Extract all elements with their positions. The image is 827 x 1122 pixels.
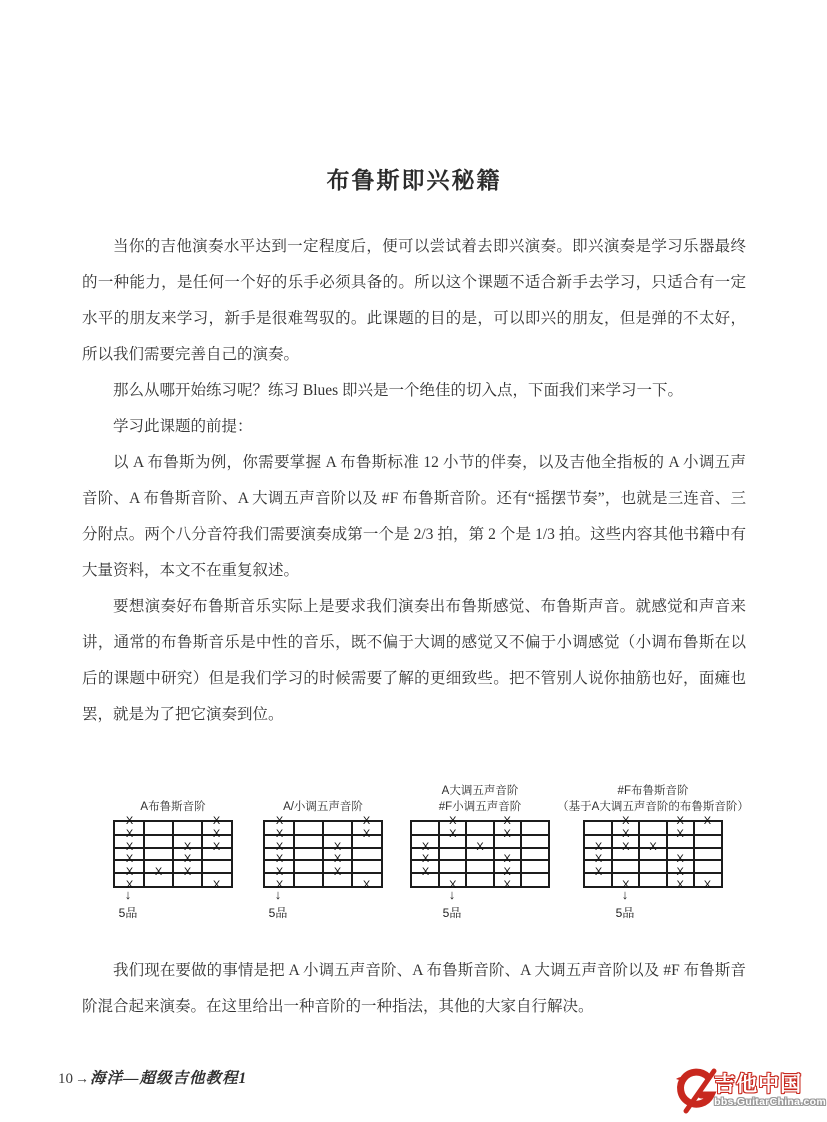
note-mark: X bbox=[275, 840, 284, 853]
note-mark: X bbox=[212, 840, 221, 853]
diagram-title-block bbox=[439, 777, 521, 815]
note-mark: X bbox=[362, 827, 371, 840]
note-mark: X bbox=[212, 879, 221, 892]
note-mark: X bbox=[594, 840, 603, 853]
note-mark: X bbox=[622, 815, 630, 828]
paragraph-intro: 当你的吉他演奏水平达到一定程度后，便可以尝试着去即兴演奏。即兴演奏是学习乐器最终的一种能力，是任何一个好的乐手必须具备的。所以这个课题不适合新手去学习，只适合有一定水平的朋友来学习，新手是很难驾驭的。此课题的目的是，可以即兴的朋友，但是弹的不太好，所以我们需要完善自己的演奏。 bbox=[82, 238, 746, 363]
paragraph-blues-entry: 那么从哪开始练习呢？练习 Blues 即兴是一个绝佳的切入点，下面我们来学习一下。 bbox=[113, 382, 684, 399]
note-mark: X bbox=[275, 815, 284, 828]
diagram-footer bbox=[263, 888, 383, 930]
note-mark: X bbox=[476, 840, 484, 853]
page-title: 布鲁斯即兴秘籍 bbox=[326, 167, 502, 193]
note-mark: X bbox=[275, 853, 284, 866]
note-mark: X bbox=[125, 840, 134, 853]
note-mark: X bbox=[622, 840, 630, 853]
note-mark: X bbox=[183, 853, 192, 866]
note-mark: X bbox=[362, 815, 371, 828]
note-mark: X bbox=[676, 853, 684, 866]
note-mark: X bbox=[154, 866, 163, 879]
position-arrow-icon: ↓ bbox=[124, 887, 132, 902]
diagram-title: #F布鲁斯音阶 bbox=[617, 785, 689, 797]
diagram-title-block bbox=[557, 777, 749, 815]
paragraph-closing: 我们现在要做的事情是把 A 小调五声音阶、A 布鲁斯音阶、A 大调五声音阶以及 #F 布鲁斯音阶混合起来演奏。在这里给出一种音阶的一种指法，其他的大家自行解决。 bbox=[82, 962, 746, 1015]
note-mark: X bbox=[362, 879, 371, 892]
note-mark: X bbox=[503, 827, 511, 840]
note-mark: X bbox=[449, 879, 457, 892]
note-mark: X bbox=[333, 840, 342, 853]
note-mark: X bbox=[333, 853, 342, 866]
book-title: 海洋—超级吉他教程1 bbox=[90, 1070, 248, 1087]
logo-text-block bbox=[714, 1074, 826, 1109]
scale-diagram bbox=[113, 777, 233, 930]
note-mark: X bbox=[503, 879, 511, 892]
note-mark: X bbox=[183, 866, 192, 879]
fretboard-grid bbox=[410, 815, 550, 892]
diagram-footer bbox=[583, 888, 723, 930]
note-mark: X bbox=[676, 815, 684, 828]
note-mark: X bbox=[125, 815, 134, 828]
paragraph-prerequisites: 以 A 布鲁斯为例，你需要掌握 A 布鲁斯标准 12 小节的伴奏，以及吉他全指板的 A 小调五声音阶、A 布鲁斯音阶、A 大调五声音阶以及 #F 布鲁斯音阶。还有“摇摆节奏”，也就是三连音、三分附点。两个八分音符我们需要演奏成第一个是 2/3 拍，第 2 个是 1/3 拍。这些内容其他书籍中有大量资料，本文不在重复叙述。 bbox=[82, 454, 746, 579]
fret-position-label: 5品 bbox=[615, 906, 635, 920]
fretboard-grid bbox=[263, 815, 383, 892]
note-mark: X bbox=[275, 879, 284, 892]
diagram-footer bbox=[410, 888, 550, 930]
body-text bbox=[82, 229, 746, 733]
note-mark: X bbox=[421, 866, 430, 879]
fret-position-label: 5品 bbox=[118, 906, 138, 920]
note-mark: X bbox=[212, 815, 221, 828]
fretboard-grid bbox=[113, 815, 233, 892]
note-mark: X bbox=[676, 879, 684, 892]
guitarchina-watermark bbox=[668, 1065, 826, 1117]
note-mark: X bbox=[449, 827, 457, 840]
note-mark: X bbox=[125, 827, 134, 840]
diagram-title: A布鲁斯音阶 bbox=[140, 801, 206, 813]
position-arrow-icon: ↓ bbox=[621, 887, 629, 902]
note-mark: X bbox=[622, 827, 630, 840]
note-mark: X bbox=[503, 853, 511, 866]
closing-text bbox=[82, 953, 746, 1025]
diagram-title: A/小调五声音阶 bbox=[283, 801, 363, 813]
diagram-title-block bbox=[140, 777, 205, 815]
note-mark: X bbox=[676, 866, 684, 879]
note-mark: X bbox=[333, 866, 342, 879]
note-mark: X bbox=[594, 853, 603, 866]
fret-position-label: 5品 bbox=[442, 906, 462, 920]
scale-diagram bbox=[557, 777, 749, 930]
note-mark: X bbox=[125, 866, 134, 879]
footer-arrow-icon: → bbox=[75, 1072, 89, 1087]
note-mark: X bbox=[703, 879, 712, 892]
note-mark: X bbox=[183, 840, 192, 853]
diagram-title: #F小调五声音阶 bbox=[438, 801, 522, 813]
logo-brand-text: 吉他中国 bbox=[714, 1072, 803, 1096]
note-mark: X bbox=[676, 827, 684, 840]
note-mark: X bbox=[703, 815, 712, 828]
note-mark: X bbox=[649, 840, 657, 853]
page-footer bbox=[58, 1066, 247, 1088]
guitar-logo-icon bbox=[668, 1065, 720, 1117]
note-mark: X bbox=[503, 866, 511, 879]
position-arrow-icon: ↓ bbox=[448, 887, 456, 902]
diagram-title: （基于A大调五声音阶的布鲁斯音阶） bbox=[557, 801, 749, 813]
paragraph-prerequisite-heading: 学习此课题的前提： bbox=[113, 418, 253, 435]
position-arrow-icon: ↓ bbox=[274, 887, 282, 902]
paragraph-blues-feel: 要想演奏好布鲁斯音乐实际上是要求我们演奏出布鲁斯感觉、布鲁斯声音。就感觉和声音来讲，通常的布鲁斯音乐是中性的音乐，既不偏于大调的感觉又不偏于小调感觉（小调布鲁斯在以后的课题中研究）但是我们学习的时候需要了解的更细致些。把不管别人说你抽筋也好，面瘫也罢，就是为了把它演奏到位。 bbox=[82, 598, 746, 723]
note-mark: X bbox=[421, 840, 430, 853]
scale-diagrams-row bbox=[82, 777, 749, 927]
note-mark: X bbox=[503, 815, 511, 828]
page-number: 10 bbox=[58, 1071, 73, 1087]
diagram-footer bbox=[113, 888, 233, 930]
note-mark: X bbox=[622, 879, 630, 892]
diagram-title: A大调五声音阶 bbox=[441, 785, 519, 797]
note-mark: X bbox=[275, 866, 284, 879]
note-mark: X bbox=[125, 853, 134, 866]
note-mark: X bbox=[594, 866, 603, 879]
note-mark: X bbox=[449, 815, 457, 828]
scale-diagram bbox=[263, 777, 383, 930]
scale-diagram bbox=[410, 777, 550, 930]
fretboard-grid bbox=[583, 815, 723, 892]
diagram-title-block bbox=[283, 777, 363, 815]
note-mark: X bbox=[125, 879, 134, 892]
note-mark: X bbox=[421, 853, 430, 866]
note-mark: X bbox=[212, 827, 221, 840]
fret-position-label: 5品 bbox=[268, 906, 288, 920]
note-mark: X bbox=[275, 827, 284, 840]
logo-url-text: bbs.GuitarChina.com bbox=[714, 1095, 826, 1108]
